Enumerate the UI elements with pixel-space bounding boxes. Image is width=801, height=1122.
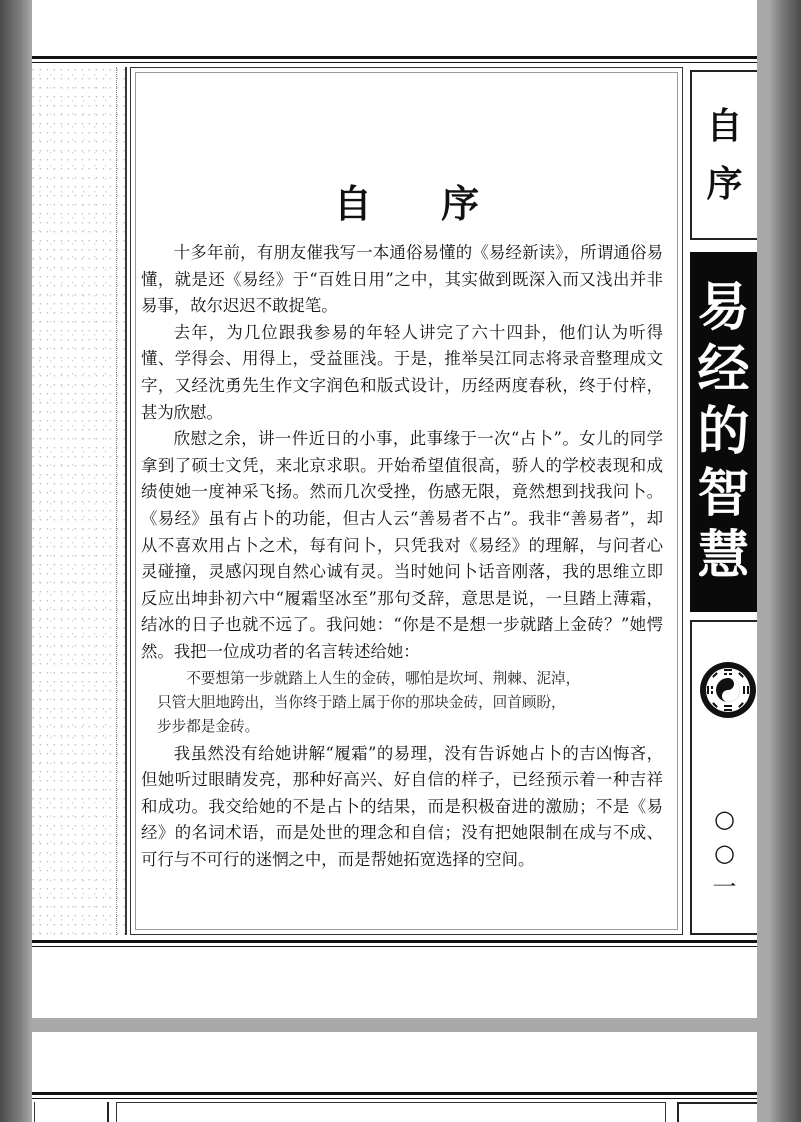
- paragraph: 我虽然没有给她讲解“履霜”的易理，没有告诉她占卜的吉凶悔吝，但她听过眼睛发亮，那种好高兴、好自信的样子，已经预示着一种吉祥和成功。我交给她的不是占卜的结果，而是积极奋进的激励；不是《易经》的名词术语，而是处世的理念和自信；没有把她限制在成与不成、可行与不可行的迷惘之中，而是帮她拓宽选择的空间。: [141, 743, 663, 869]
- quote-line: 只管大胆地跨出，当你终于踏上属于你的那块金砖，回首顾盼，: [157, 693, 566, 711]
- section-tab: [677, 1102, 757, 1122]
- book-title-char: 易: [697, 277, 750, 338]
- header-rule: [32, 56, 757, 59]
- body-text: [141, 240, 663, 873]
- section-char: 序: [706, 163, 743, 205]
- book-title-char: 智: [697, 463, 750, 524]
- next-document-page[interactable]: [32, 1032, 757, 1122]
- block-quote: [141, 667, 663, 739]
- paragraph: 欣慰之余，讲一件近日的小事，此事缘于一次“占卜”。女儿的同学拿到了硕士文凭，来北京求职。开始希望值很高，骄人的学校表现和成绩使她一度神采飞扬。然而几次受挫，伤感无限，竟然想到找我问卜。《易经》虽有占卜的功能，但古人云“善易者不占”。我非“善易者”，却从不喜欢用占卜之术，每有问卜，只凭我对《易经》的理解，与问者心灵碰撞，灵感闪现自然心诚有灵。当时她问卜话音刚落，我的思维立即反应出坤卦初六中“履霜坚冰至”那句爻辞，意思是说，一旦踏上薄霜，结冰的日子也就不远了。我问她：“你是不是想一步就踏上金砖？”她愕然。我把一位成功者的名言转述给她：: [141, 429, 663, 661]
- footer-rule-thin: [32, 946, 757, 947]
- text-frame: [130, 67, 683, 935]
- header-rule: [32, 1092, 757, 1095]
- section-char: 自: [706, 105, 743, 147]
- page-number: ○ ○ 一: [712, 805, 737, 901]
- footer-rule: [32, 940, 757, 943]
- paragraph: 去年，为几位跟我参易的年轻人讲完了六十四卦，他们认为听得懂、学得会、用得上，受益匪浅。于是，推举吴江同志将录音整理成文字，又经沈勇先生作文字润色和版式设计，历经两度春秋，终于付梓，甚为欣慰。: [141, 322, 663, 422]
- binding-margin: [32, 1102, 109, 1122]
- book-title-char: 慧: [697, 525, 750, 586]
- book-title-char: 经: [697, 339, 750, 400]
- binding-margin: [32, 67, 127, 935]
- quote-line: 步步都是金砖。: [157, 717, 260, 735]
- text-frame: [116, 1102, 666, 1122]
- document-page[interactable]: [32, 0, 757, 1018]
- book-title-band: [690, 252, 757, 612]
- section-tab: [690, 70, 757, 240]
- header-rule-thin: [32, 62, 757, 63]
- page-title: 自 序: [333, 181, 508, 226]
- book-title-char: 的: [697, 401, 750, 462]
- quote-line: 不要想第一步就踏上人生的金砖，哪怕是坎坷、荆棘、泥淖，: [186, 669, 581, 687]
- bagua-icon: [698, 660, 757, 720]
- page-number-tab: [690, 620, 757, 935]
- paragraph: 十多年前，有朋友催我写一本通俗易懂的《易经新读》，所谓通俗易懂，就是还《易经》于“百姓日用”之中，其实做到既深入而又浅出并非易事，故尔迟迟不敢捉笔。: [141, 243, 663, 316]
- header-rule-thin: [32, 1098, 757, 1099]
